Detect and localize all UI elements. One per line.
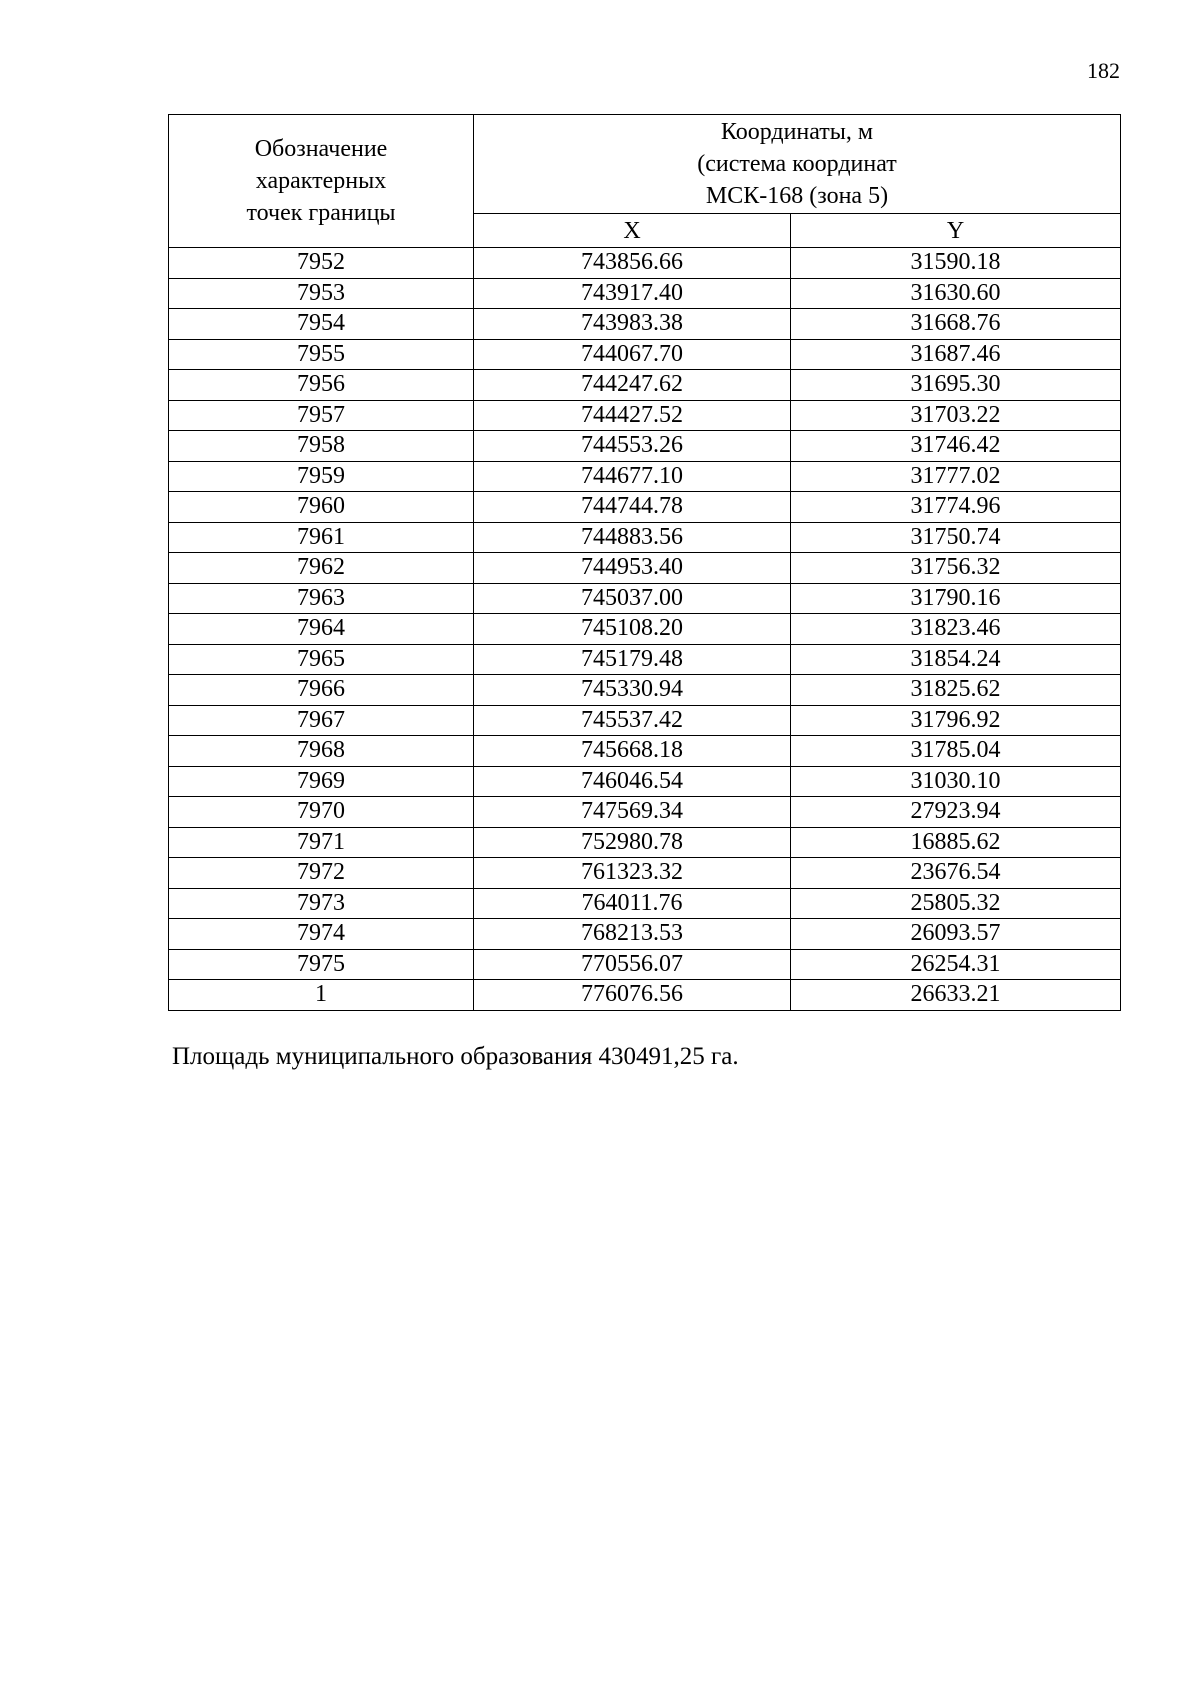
cell-point: 7974 [169, 919, 474, 950]
table-row [169, 248, 1121, 279]
cell-x: 744067.70 [474, 339, 791, 370]
table-row [169, 522, 1121, 553]
cell-y: 31590.18 [791, 248, 1121, 279]
cell-y: 31750.74 [791, 522, 1121, 553]
table-row [169, 919, 1121, 950]
cell-x: 743856.66 [474, 248, 791, 279]
table-row [169, 461, 1121, 492]
cell-point: 7958 [169, 431, 474, 462]
table-row [169, 736, 1121, 767]
table-row [169, 431, 1121, 462]
cell-x: 768213.53 [474, 919, 791, 950]
cell-y: 23676.54 [791, 858, 1121, 889]
table-row [169, 370, 1121, 401]
cell-point: 7973 [169, 888, 474, 919]
page-number: 182 [1087, 58, 1120, 83]
table-row [169, 827, 1121, 858]
cell-point: 7968 [169, 736, 474, 767]
cell-y: 31785.04 [791, 736, 1121, 767]
y-column-header: Y [791, 214, 1121, 248]
cell-y: 31703.22 [791, 400, 1121, 431]
cell-x: 745537.42 [474, 705, 791, 736]
table-row [169, 583, 1121, 614]
header-line: Координаты, м [720, 119, 874, 146]
cell-y: 31796.92 [791, 705, 1121, 736]
table-row [169, 675, 1121, 706]
table-row [169, 797, 1121, 828]
table-row [169, 553, 1121, 584]
table-row [169, 614, 1121, 645]
table-row [169, 644, 1121, 675]
cell-point: 7967 [169, 705, 474, 736]
header-line: (система координат [697, 151, 897, 178]
cell-y: 26633.21 [791, 980, 1121, 1011]
cell-x: 745108.20 [474, 614, 791, 645]
table-row [169, 492, 1121, 523]
cell-y: 31687.46 [791, 339, 1121, 370]
cell-point: 7953 [169, 278, 474, 309]
cell-point: 7971 [169, 827, 474, 858]
cell-x: 761323.32 [474, 858, 791, 889]
point-designation-header [169, 115, 474, 248]
cell-x: 744883.56 [474, 522, 791, 553]
table-row [169, 400, 1121, 431]
cell-x: 746046.54 [474, 766, 791, 797]
cell-point: 7969 [169, 766, 474, 797]
table-row [169, 858, 1121, 889]
cell-y: 31825.62 [791, 675, 1121, 706]
cell-point: 7952 [169, 248, 474, 279]
cell-point: 7954 [169, 309, 474, 340]
cell-x: 745330.94 [474, 675, 791, 706]
table-row [169, 949, 1121, 980]
header-line: характерных [255, 168, 387, 194]
cell-x: 747569.34 [474, 797, 791, 828]
cell-x: 764011.76 [474, 888, 791, 919]
area-statement: Площадь муниципального образования 430491,25 га. [172, 1043, 739, 1070]
cell-x: 744247.62 [474, 370, 791, 401]
cell-x: 776076.56 [474, 980, 791, 1011]
cell-point: 7970 [169, 797, 474, 828]
cell-y: 31746.42 [791, 431, 1121, 462]
coordinates-header [474, 115, 1121, 214]
cell-x: 745037.00 [474, 583, 791, 614]
table-row [169, 278, 1121, 309]
cell-point: 7960 [169, 492, 474, 523]
cell-point: 7961 [169, 522, 474, 553]
cell-y: 31030.10 [791, 766, 1121, 797]
cell-y: 31854.24 [791, 644, 1121, 675]
cell-x: 744553.26 [474, 431, 791, 462]
cell-y: 31668.76 [791, 309, 1121, 340]
table-row [169, 705, 1121, 736]
table-row [169, 309, 1121, 340]
cell-point: 7964 [169, 614, 474, 645]
cell-point: 7965 [169, 644, 474, 675]
cell-x: 770556.07 [474, 949, 791, 980]
cell-y: 31630.60 [791, 278, 1121, 309]
table-row [169, 339, 1121, 370]
cell-y: 26093.57 [791, 919, 1121, 950]
cell-y: 27923.94 [791, 797, 1121, 828]
table-row [169, 980, 1121, 1011]
cell-y: 31695.30 [791, 370, 1121, 401]
table-body [169, 248, 1121, 1011]
cell-point: 7975 [169, 949, 474, 980]
cell-x: 744677.10 [474, 461, 791, 492]
header-line: Обозначение [254, 136, 388, 162]
table-row [169, 766, 1121, 797]
cell-y: 16885.62 [791, 827, 1121, 858]
table-row [169, 888, 1121, 919]
cell-x: 745668.18 [474, 736, 791, 767]
cell-x: 752980.78 [474, 827, 791, 858]
cell-y: 31790.16 [791, 583, 1121, 614]
cell-point: 1 [169, 980, 474, 1011]
x-column-header: X [474, 214, 791, 248]
cell-y: 25805.32 [791, 888, 1121, 919]
cell-point: 7956 [169, 370, 474, 401]
cell-x: 744744.78 [474, 492, 791, 523]
cell-x: 744427.52 [474, 400, 791, 431]
cell-y: 26254.31 [791, 949, 1121, 980]
cell-point: 7966 [169, 675, 474, 706]
header-line: МСК-168 (зона 5) [705, 183, 889, 210]
cell-point: 7959 [169, 461, 474, 492]
cell-y: 31756.32 [791, 553, 1121, 584]
cell-point: 7957 [169, 400, 474, 431]
cell-point: 7955 [169, 339, 474, 370]
cell-point: 7972 [169, 858, 474, 889]
cell-x: 745179.48 [474, 644, 791, 675]
cell-y: 31777.02 [791, 461, 1121, 492]
cell-y: 31774.96 [791, 492, 1121, 523]
coordinates-table [168, 114, 1121, 1011]
cell-x: 743917.40 [474, 278, 791, 309]
cell-x: 743983.38 [474, 309, 791, 340]
cell-x: 744953.40 [474, 553, 791, 584]
cell-point: 7962 [169, 553, 474, 584]
cell-point: 7963 [169, 583, 474, 614]
cell-y: 31823.46 [791, 614, 1121, 645]
header-line: точек границы [246, 200, 396, 226]
